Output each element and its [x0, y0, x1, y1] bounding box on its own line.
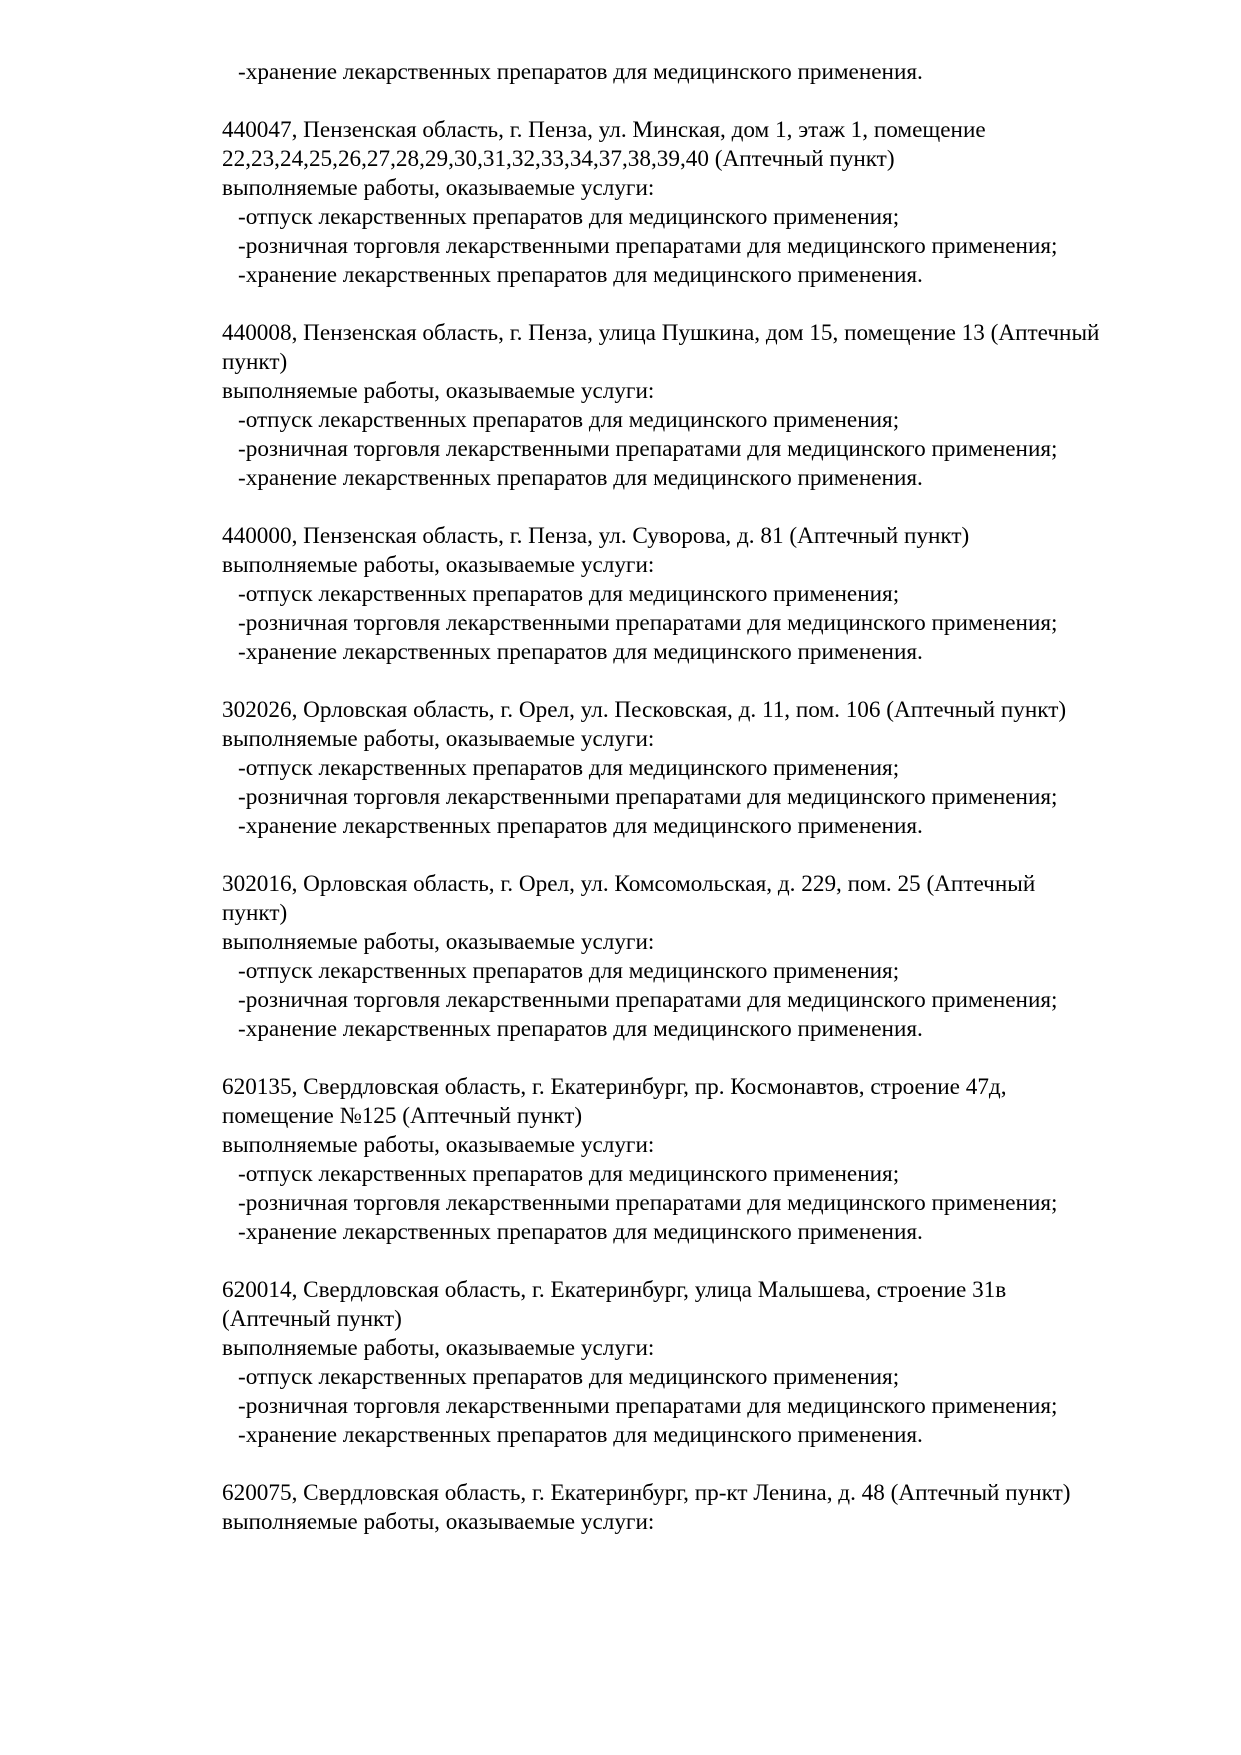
- address-line: пункт): [222, 349, 288, 375]
- works-label: выполняемые работы, оказываемые услуги:: [222, 1132, 655, 1158]
- address-line: 620014, Свердловская область, г. Екатеринбург, улица Малышева, строение 31в: [222, 1277, 1007, 1303]
- service-item: -розничная торговля лекарственными препаратами для медицинского применения;: [238, 1190, 1058, 1216]
- service-item: -отпуск лекарственных препаратов для медицинского применения;: [238, 581, 900, 607]
- address-entry: [222, 319, 1192, 493]
- address-line: 620135, Свердловская область, г. Екатеринбург, пр. Космонавтов, строение 47д,: [222, 1074, 1007, 1100]
- service-item: -розничная торговля лекарственными препаратами для медицинского применения;: [238, 233, 1058, 259]
- service-item: -хранение лекарственных препаратов для медицинского применения.: [238, 262, 923, 288]
- works-label: выполняемые работы, оказываемые услуги:: [222, 1509, 655, 1535]
- service-item: -розничная торговля лекарственными препаратами для медицинского применения;: [238, 784, 1058, 810]
- address-line: 620075, Свердловская область, г. Екатеринбург, пр-кт Ленина, д. 48 (Аптечный пункт): [222, 1480, 1071, 1506]
- service-item: -отпуск лекарственных препаратов для медицинского применения;: [238, 1161, 900, 1187]
- address-line: 440008, Пензенская область, г. Пенза, улица Пушкина, дом 15, помещение 13 (Аптечный: [222, 320, 1100, 346]
- service-item: -отпуск лекарственных препаратов для медицинского применения;: [238, 407, 900, 433]
- works-label: выполняемые работы, оказываемые услуги:: [222, 1335, 655, 1361]
- service-item: -хранение лекарственных препаратов для медицинского применения.: [238, 465, 923, 491]
- address-entry: [222, 522, 1192, 667]
- address-entry: [222, 1479, 1192, 1537]
- address-entry: [222, 1073, 1192, 1247]
- address-entry: [222, 870, 1192, 1044]
- service-item: -розничная торговля лекарственными препаратами для медицинского применения;: [238, 610, 1058, 636]
- service-item: -отпуск лекарственных препаратов для медицинского применения;: [238, 958, 900, 984]
- entries-list: [222, 116, 1192, 1537]
- service-item: -отпуск лекарственных препаратов для медицинского применения;: [238, 204, 900, 230]
- address-entry: [222, 1276, 1192, 1450]
- service-item: -розничная торговля лекарственными препаратами для медицинского применения;: [238, 436, 1058, 462]
- works-label: выполняемые работы, оказываемые услуги:: [222, 929, 655, 955]
- service-item: -розничная торговля лекарственными препаратами для медицинского применения;: [238, 1393, 1058, 1419]
- service-item: -хранение лекарственных препаратов для медицинского применения.: [238, 639, 923, 665]
- service-item: -хранение лекарственных препаратов для медицинского применения.: [238, 813, 923, 839]
- service-item: -хранение лекарственных препаратов для медицинского применения.: [238, 1016, 923, 1042]
- address-line: 440000, Пензенская область, г. Пенза, ул. Суворова, д. 81 (Аптечный пункт): [222, 523, 970, 549]
- service-item: -розничная торговля лекарственными препаратами для медицинского применения;: [238, 987, 1058, 1013]
- address-line: 22,23,24,25,26,27,28,29,30,31,32,33,34,37,38,39,40 (Аптечный пункт): [222, 146, 895, 172]
- service-item: -отпуск лекарственных препаратов для медицинского применения;: [238, 1364, 900, 1390]
- address-line: 302016, Орловская область, г. Орел, ул. Комсомольская, д. 229, пом. 25 (Аптечный: [222, 871, 1036, 897]
- document-body: [222, 58, 1192, 1537]
- address-entry: [222, 116, 1192, 290]
- service-item: -хранение лекарственных препаратов для медицинского применения.: [238, 1422, 923, 1448]
- address-line: 302026, Орловская область, г. Орел, ул. Песковская, д. 11, пом. 106 (Аптечный пункт): [222, 697, 1067, 723]
- address-line: пункт): [222, 900, 288, 926]
- intro-service-line: -хранение лекарственных препаратов для медицинского применения.: [238, 59, 923, 85]
- works-label: выполняемые работы, оказываемые услуги:: [222, 378, 655, 404]
- address-line: 440047, Пензенская область, г. Пенза, ул. Минская, дом 1, этаж 1, помещение: [222, 117, 986, 143]
- works-label: выполняемые работы, оказываемые услуги:: [222, 726, 655, 752]
- works-label: выполняемые работы, оказываемые услуги:: [222, 175, 655, 201]
- works-label: выполняемые работы, оказываемые услуги:: [222, 552, 655, 578]
- service-item: -отпуск лекарственных препаратов для медицинского применения;: [238, 755, 900, 781]
- address-line: помещение №125 (Аптечный пункт): [222, 1103, 583, 1129]
- service-item: -хранение лекарственных препаратов для медицинского применения.: [238, 1219, 923, 1245]
- address-entry: [222, 696, 1192, 841]
- address-line: (Аптечный пункт): [222, 1306, 402, 1332]
